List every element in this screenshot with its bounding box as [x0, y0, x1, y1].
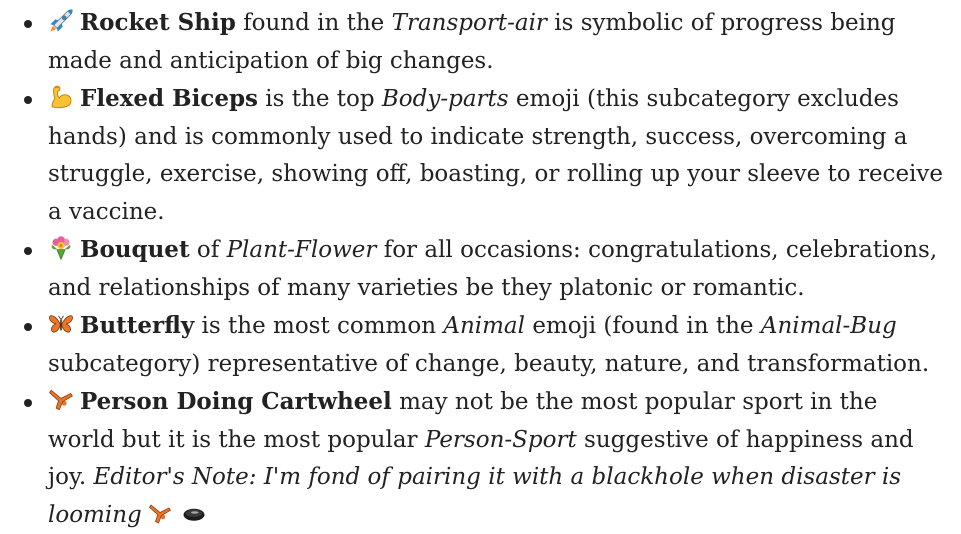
item-text: found in the	[235, 10, 392, 36]
rocket-icon	[48, 8, 74, 34]
bullet	[24, 247, 32, 255]
bullet	[24, 96, 32, 104]
item-category: Transport-air	[391, 10, 547, 36]
note-icons	[142, 502, 210, 528]
item-category: Body-parts	[381, 86, 509, 112]
flexed-biceps-icon	[48, 84, 74, 110]
emoji-list	[0, 4, 961, 534]
bullet	[24, 399, 32, 407]
item-text: emoji (found in the	[525, 313, 761, 339]
bullet	[24, 323, 32, 331]
cartwheel-icon	[148, 502, 172, 526]
item-category: Plant-Flower	[226, 237, 377, 263]
list-item	[0, 80, 961, 231]
item-name: Bouquet	[80, 236, 190, 263]
item-category: Animal-Bug	[760, 313, 897, 339]
item-category: Person-Sport	[424, 426, 577, 453]
item-text: of	[189, 237, 227, 263]
item-category: Animal	[443, 313, 526, 339]
list-item	[0, 4, 961, 80]
item-text: is symbolic of progress being made and anticipation of big changes.	[48, 10, 896, 74]
list-item	[0, 383, 961, 534]
butterfly-icon	[48, 311, 74, 337]
item-text: is the top	[257, 86, 382, 112]
item-name: Butterfly	[80, 312, 195, 339]
editors-note: Editor's Note: I'm fond of pairing it with a blackhole when disaster is looming	[48, 464, 902, 528]
item-text: subcategory) representative of change, beauty, nature, and transformation.	[48, 350, 930, 377]
item-name: Person Doing Cartwheel	[80, 388, 392, 415]
item-text: for all occasions: congratulations, celebrations, and relationships of many varieties be they platonic or romantic.	[48, 237, 938, 301]
item-text: may not be the most popular sport in the world but it is the most popular	[48, 389, 878, 453]
bouquet-icon	[48, 235, 74, 261]
item-text: is the most common	[194, 313, 444, 339]
bullet	[24, 20, 32, 28]
list-item	[0, 231, 961, 307]
item-text: suggestive of happiness and joy.	[48, 426, 914, 490]
hole-icon	[182, 502, 206, 526]
cartwheel-icon	[48, 387, 74, 413]
item-name: Rocket Ship	[80, 9, 236, 36]
list-item	[0, 307, 961, 383]
item-name: Flexed Biceps	[80, 85, 258, 112]
item-text: emoji (this subcategory excludes hands) and is commonly used to indicate strength, success, overcoming a struggle, exercise, showing off, boasting, or rolling up your sleeve to receive a vaccine.	[48, 86, 944, 225]
